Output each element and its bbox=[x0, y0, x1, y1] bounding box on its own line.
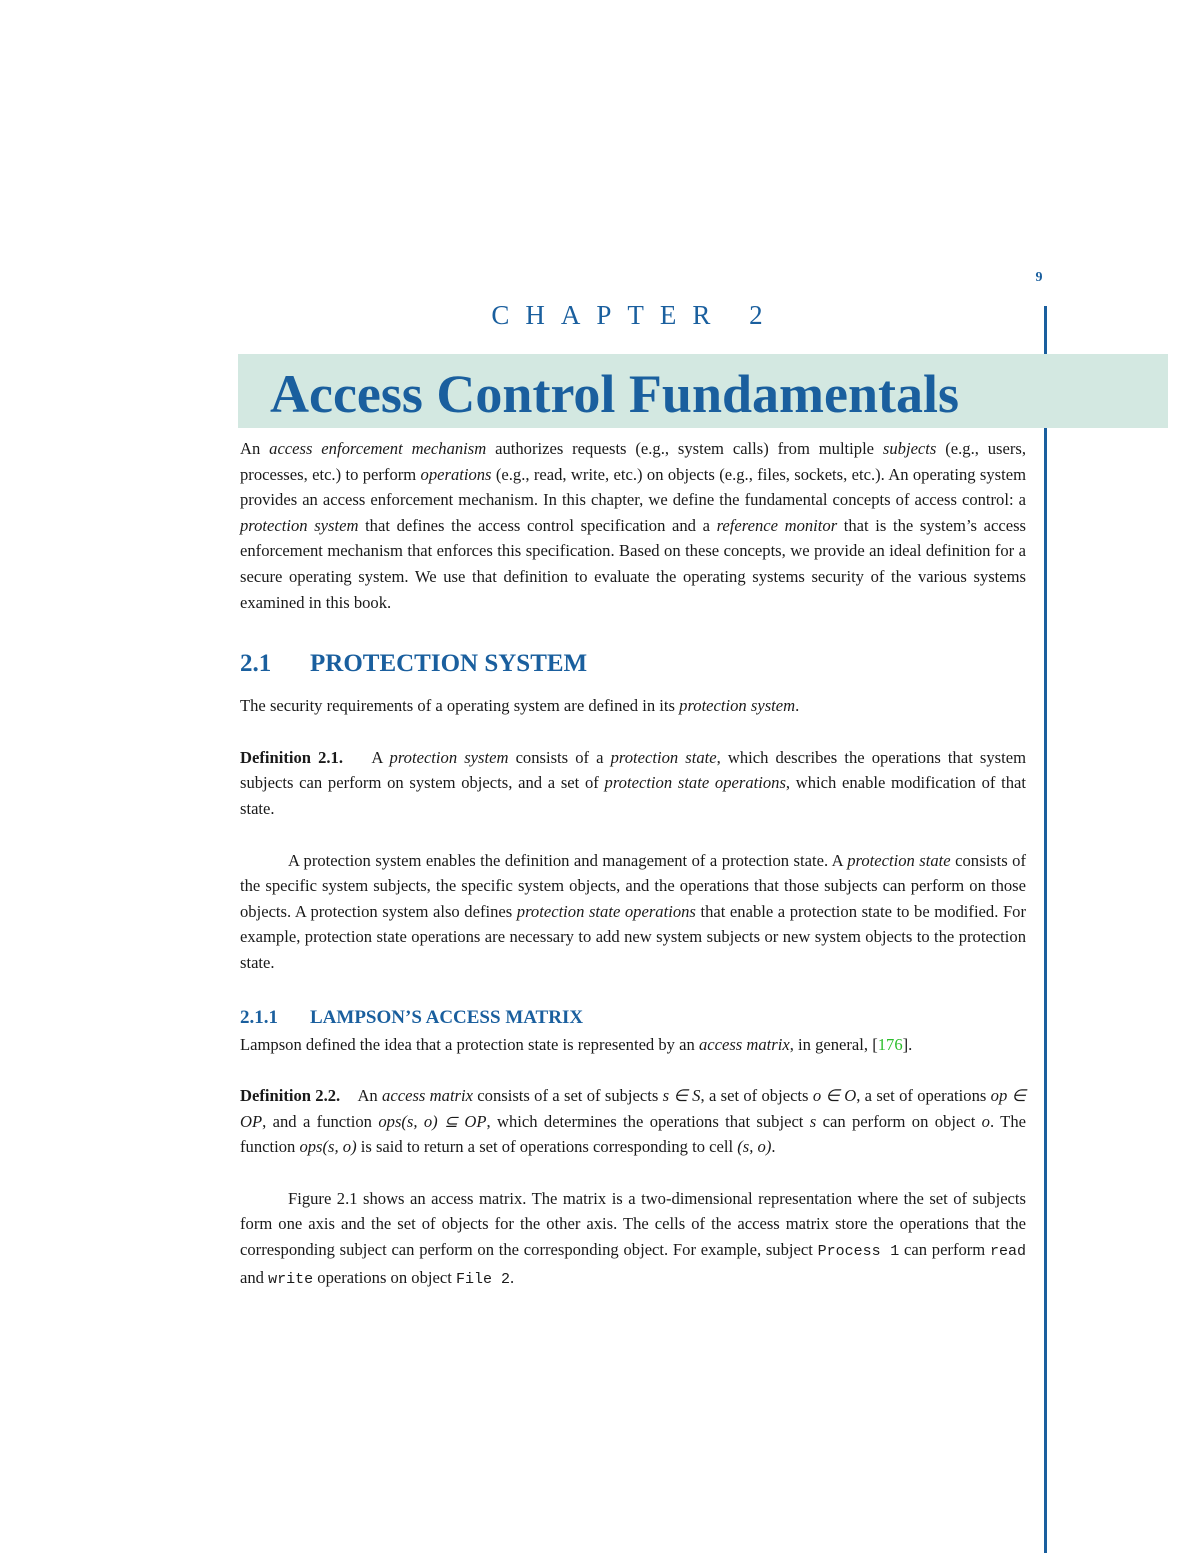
subsection-number: 2.1.1 bbox=[240, 1006, 278, 1028]
definition-label: Definition 2.1. bbox=[240, 747, 343, 767]
section-number: 2.1 bbox=[240, 650, 272, 678]
intro-paragraph: An access enforcement mechanism authorizes requests (e.g., system calls) from multiple subjects (e.g., users, processes, etc.) to perform operations (e.g., read, write, etc.) on objects (e.g., files, sockets, etc.). An operating system provides an access enforcement mechanism. In this chapter, we define the fundamental concepts of access control: a protection system that defines the access control specification and a reference monitor that is the system’s access enforcement mechanism that enforces this specification. Based on these concepts, we provide an ideal definition for a secure operating system. We use that definition to evaluate the operating systems security of the various systems examined in this book. bbox=[240, 439, 1026, 612]
definition-2-1: Definition 2.1. A protection system consists of a protection state, which describes the operations that system subjects can perform on system objects, and a set of protection state operations, which enable modification of that state. bbox=[240, 747, 1027, 818]
chapter-label: CHAPTER 2 bbox=[491, 300, 779, 330]
subsection-title: LAMPSON’S ACCESS MATRIX bbox=[310, 1006, 584, 1028]
figure-paragraph: Figure 2.1 shows an access matrix. The matrix is a two-dimensional representation where the set of subjects form one axis and the set of objects for the other axis. The cells of the access matrix store the operations that the corresponding subject can perform on the corresponding object. For example, subject Process 1 can perform read and write operations on object File 2. bbox=[240, 1188, 1026, 1288]
margin-rule bbox=[1044, 306, 1047, 1553]
page-number: 9 bbox=[1035, 270, 1043, 285]
main-content bbox=[240, 436, 1026, 1292]
chapter-title: Access Control Fundamentals bbox=[270, 364, 960, 424]
section-heading-2-1 bbox=[240, 649, 1026, 679]
lampson-paragraph: Lampson defined the idea that a protection state is represented by an access matrix, in general, [176]. bbox=[240, 1034, 913, 1054]
citation-link[interactable]: 176 bbox=[877, 1034, 903, 1054]
definition-label: Definition 2.2. bbox=[240, 1086, 341, 1106]
subsection-heading-2-1-1 bbox=[240, 1006, 1026, 1030]
protection-system-paragraph: A protection system enables the definition and management of a protection state. A protection state consists of the specific system subjects, the specific system objects, and the operations that those subjects can perform on those objects. A protection system also defines protection state operations that enable a protection state to be modified. For example, protection state operations are necessary to add new system subjects or new system objects to the protection state. bbox=[240, 850, 1026, 972]
section-title: PROTECTION SYSTEM bbox=[310, 650, 588, 678]
definition-2-2: Definition 2.2. An access matrix consists of a set of subjects s ∈ S, a set of objects o ∈ O, a set of operations op ∈ OP, and a function ops(s, o) ⊆ OP, which determines the operations that subject s can perform on object o. The function ops(s, o) is said to return a set of operations corresponding to cell (s, o). bbox=[240, 1086, 1027, 1157]
section-intro-paragraph: The security requirements of a operating system are defined in its protection system. bbox=[240, 696, 800, 716]
